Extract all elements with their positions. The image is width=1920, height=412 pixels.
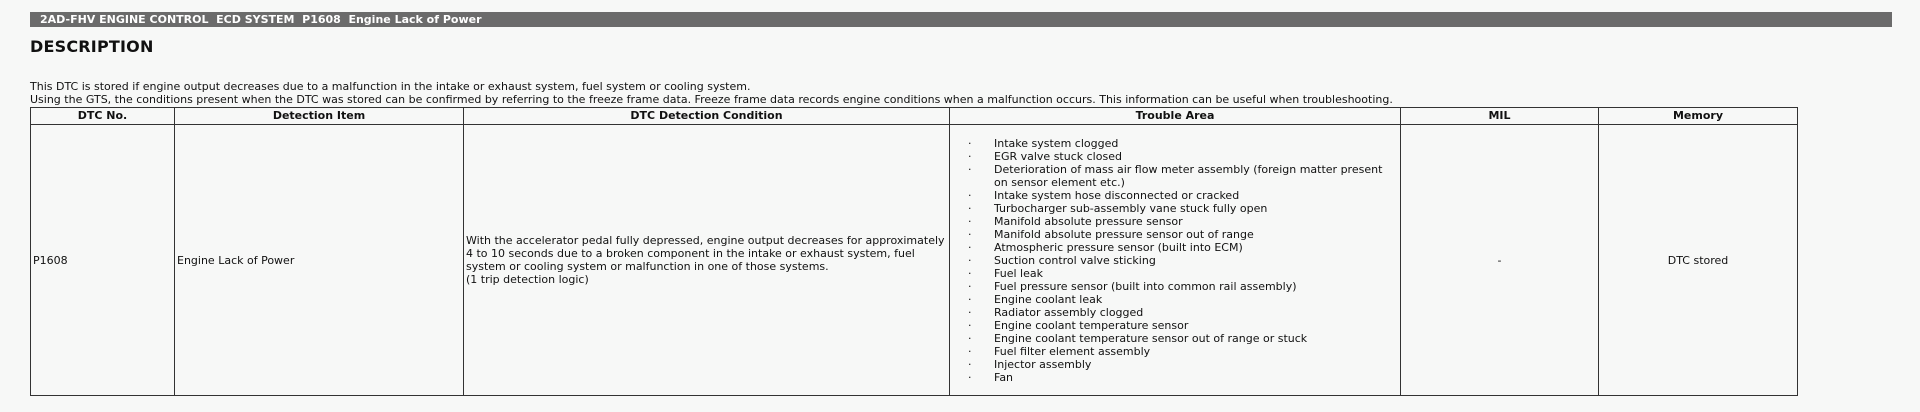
trouble-area-text: Intake system clogged xyxy=(994,136,1119,150)
col-header-trouble-area: Trouble Area xyxy=(950,108,1401,125)
trouble-area-text: Intake system hose disconnected or cracked xyxy=(994,188,1240,202)
bullet-icon: · xyxy=(968,344,972,358)
bullet-icon: · xyxy=(968,149,972,163)
description-paragraph-1: This DTC is stored if engine output decreases due to a malfunction in the intake or exhaust system, fuel system or cooling system. xyxy=(30,80,751,93)
trouble-area-text: Manifold absolute pressure sensor out of range xyxy=(994,227,1254,241)
list-item xyxy=(968,358,1398,371)
bullet-icon: · xyxy=(968,188,972,202)
trouble-area-text: Engine coolant temperature sensor out of range or stuck xyxy=(994,331,1308,345)
list-item xyxy=(968,202,1398,215)
list-item xyxy=(968,319,1398,332)
bullet-icon: · xyxy=(968,240,972,254)
trouble-area-text: Suction control valve sticking xyxy=(994,253,1156,267)
trouble-area-list xyxy=(952,137,1398,384)
bullet-icon: · xyxy=(968,318,972,332)
bullet-icon: · xyxy=(968,331,972,345)
trouble-area-text: Fuel pressure sensor (built into common rail assembly) xyxy=(994,279,1297,293)
bullet-icon: · xyxy=(968,214,972,228)
list-item xyxy=(968,241,1398,254)
list-item xyxy=(968,306,1398,319)
list-item xyxy=(968,215,1398,228)
table-row xyxy=(31,125,1798,396)
list-item xyxy=(968,189,1398,202)
cell-dtc-no: P1608 xyxy=(31,125,175,396)
bullet-icon: · xyxy=(968,266,972,280)
col-header-detection-condition: DTC Detection Condition xyxy=(464,108,950,125)
trouble-area-text: Fuel filter element assembly xyxy=(994,344,1151,358)
col-header-memory: Memory xyxy=(1599,108,1798,125)
cell-mil: - xyxy=(1401,125,1599,396)
bullet-icon: · xyxy=(968,253,972,267)
trouble-area-text: Radiator assembly clogged xyxy=(994,305,1144,319)
bullet-icon: · xyxy=(968,279,972,293)
bullet-icon: · xyxy=(968,370,972,384)
trouble-area-text: Fuel leak xyxy=(994,266,1043,280)
trouble-area-text: Deterioration of mass air flow meter assembly (foreign matter present on sensor element etc.) xyxy=(994,162,1383,189)
list-item xyxy=(968,137,1398,150)
list-item xyxy=(968,228,1398,241)
description-text xyxy=(30,80,1393,106)
bullet-icon: · xyxy=(968,305,972,319)
trouble-area-text: Atmospheric pressure sensor (built into ECM) xyxy=(994,240,1243,254)
trouble-area-text: Engine coolant leak xyxy=(994,292,1103,306)
page-title-bar: 2AD-FHV ENGINE CONTROL ECD SYSTEM P1608 Engine Lack of Power xyxy=(30,12,1892,27)
list-item xyxy=(968,267,1398,280)
list-item xyxy=(968,332,1398,345)
col-header-mil: MIL xyxy=(1401,108,1599,125)
list-item xyxy=(968,293,1398,306)
trouble-area-text: EGR valve stuck closed xyxy=(994,149,1122,163)
col-header-dtc-no: DTC No. xyxy=(31,108,175,125)
table-header-row xyxy=(31,108,1798,125)
bullet-icon: · xyxy=(968,201,972,215)
cell-detection-condition: With the accelerator pedal fully depressed, engine output decreases for approximately 4 to 10 seconds due to a broken component in the intake or exhaust system, fuel system or cooling system or malfunction in one of those systems. (1 trip detection logic) xyxy=(464,125,950,396)
dtc-table xyxy=(30,107,1798,396)
bullet-icon: · xyxy=(968,357,972,371)
bullet-icon: · xyxy=(968,227,972,241)
list-item xyxy=(968,371,1398,384)
trouble-area-text: Manifold absolute pressure sensor xyxy=(994,214,1183,228)
list-item xyxy=(968,345,1398,358)
col-header-detection-item: Detection Item xyxy=(175,108,464,125)
trouble-area-text: Engine coolant temperature sensor xyxy=(994,318,1189,332)
trouble-area-text: Fan xyxy=(994,370,1014,384)
bullet-icon: · xyxy=(968,136,972,150)
list-item xyxy=(968,280,1398,293)
list-item xyxy=(968,150,1398,163)
section-heading: DESCRIPTION xyxy=(30,37,154,56)
list-item xyxy=(968,254,1398,267)
cell-detection-item: Engine Lack of Power xyxy=(175,125,464,396)
cell-trouble-area xyxy=(950,125,1401,396)
description-paragraph-2: Using the GTS, the conditions present when the DTC was stored can be confirmed by referring to the freeze frame data. Freeze frame data records engine conditions when a malfunction occurs. This information can be useful when troubleshooting. xyxy=(30,93,1393,106)
trouble-area-text: Turbocharger sub-assembly vane stuck fully open xyxy=(994,201,1268,215)
list-item xyxy=(968,163,1398,189)
bullet-icon: · xyxy=(968,162,972,176)
trouble-area-text: Injector assembly xyxy=(994,357,1092,371)
cell-memory: DTC stored xyxy=(1599,125,1798,396)
bullet-icon: · xyxy=(968,292,972,306)
